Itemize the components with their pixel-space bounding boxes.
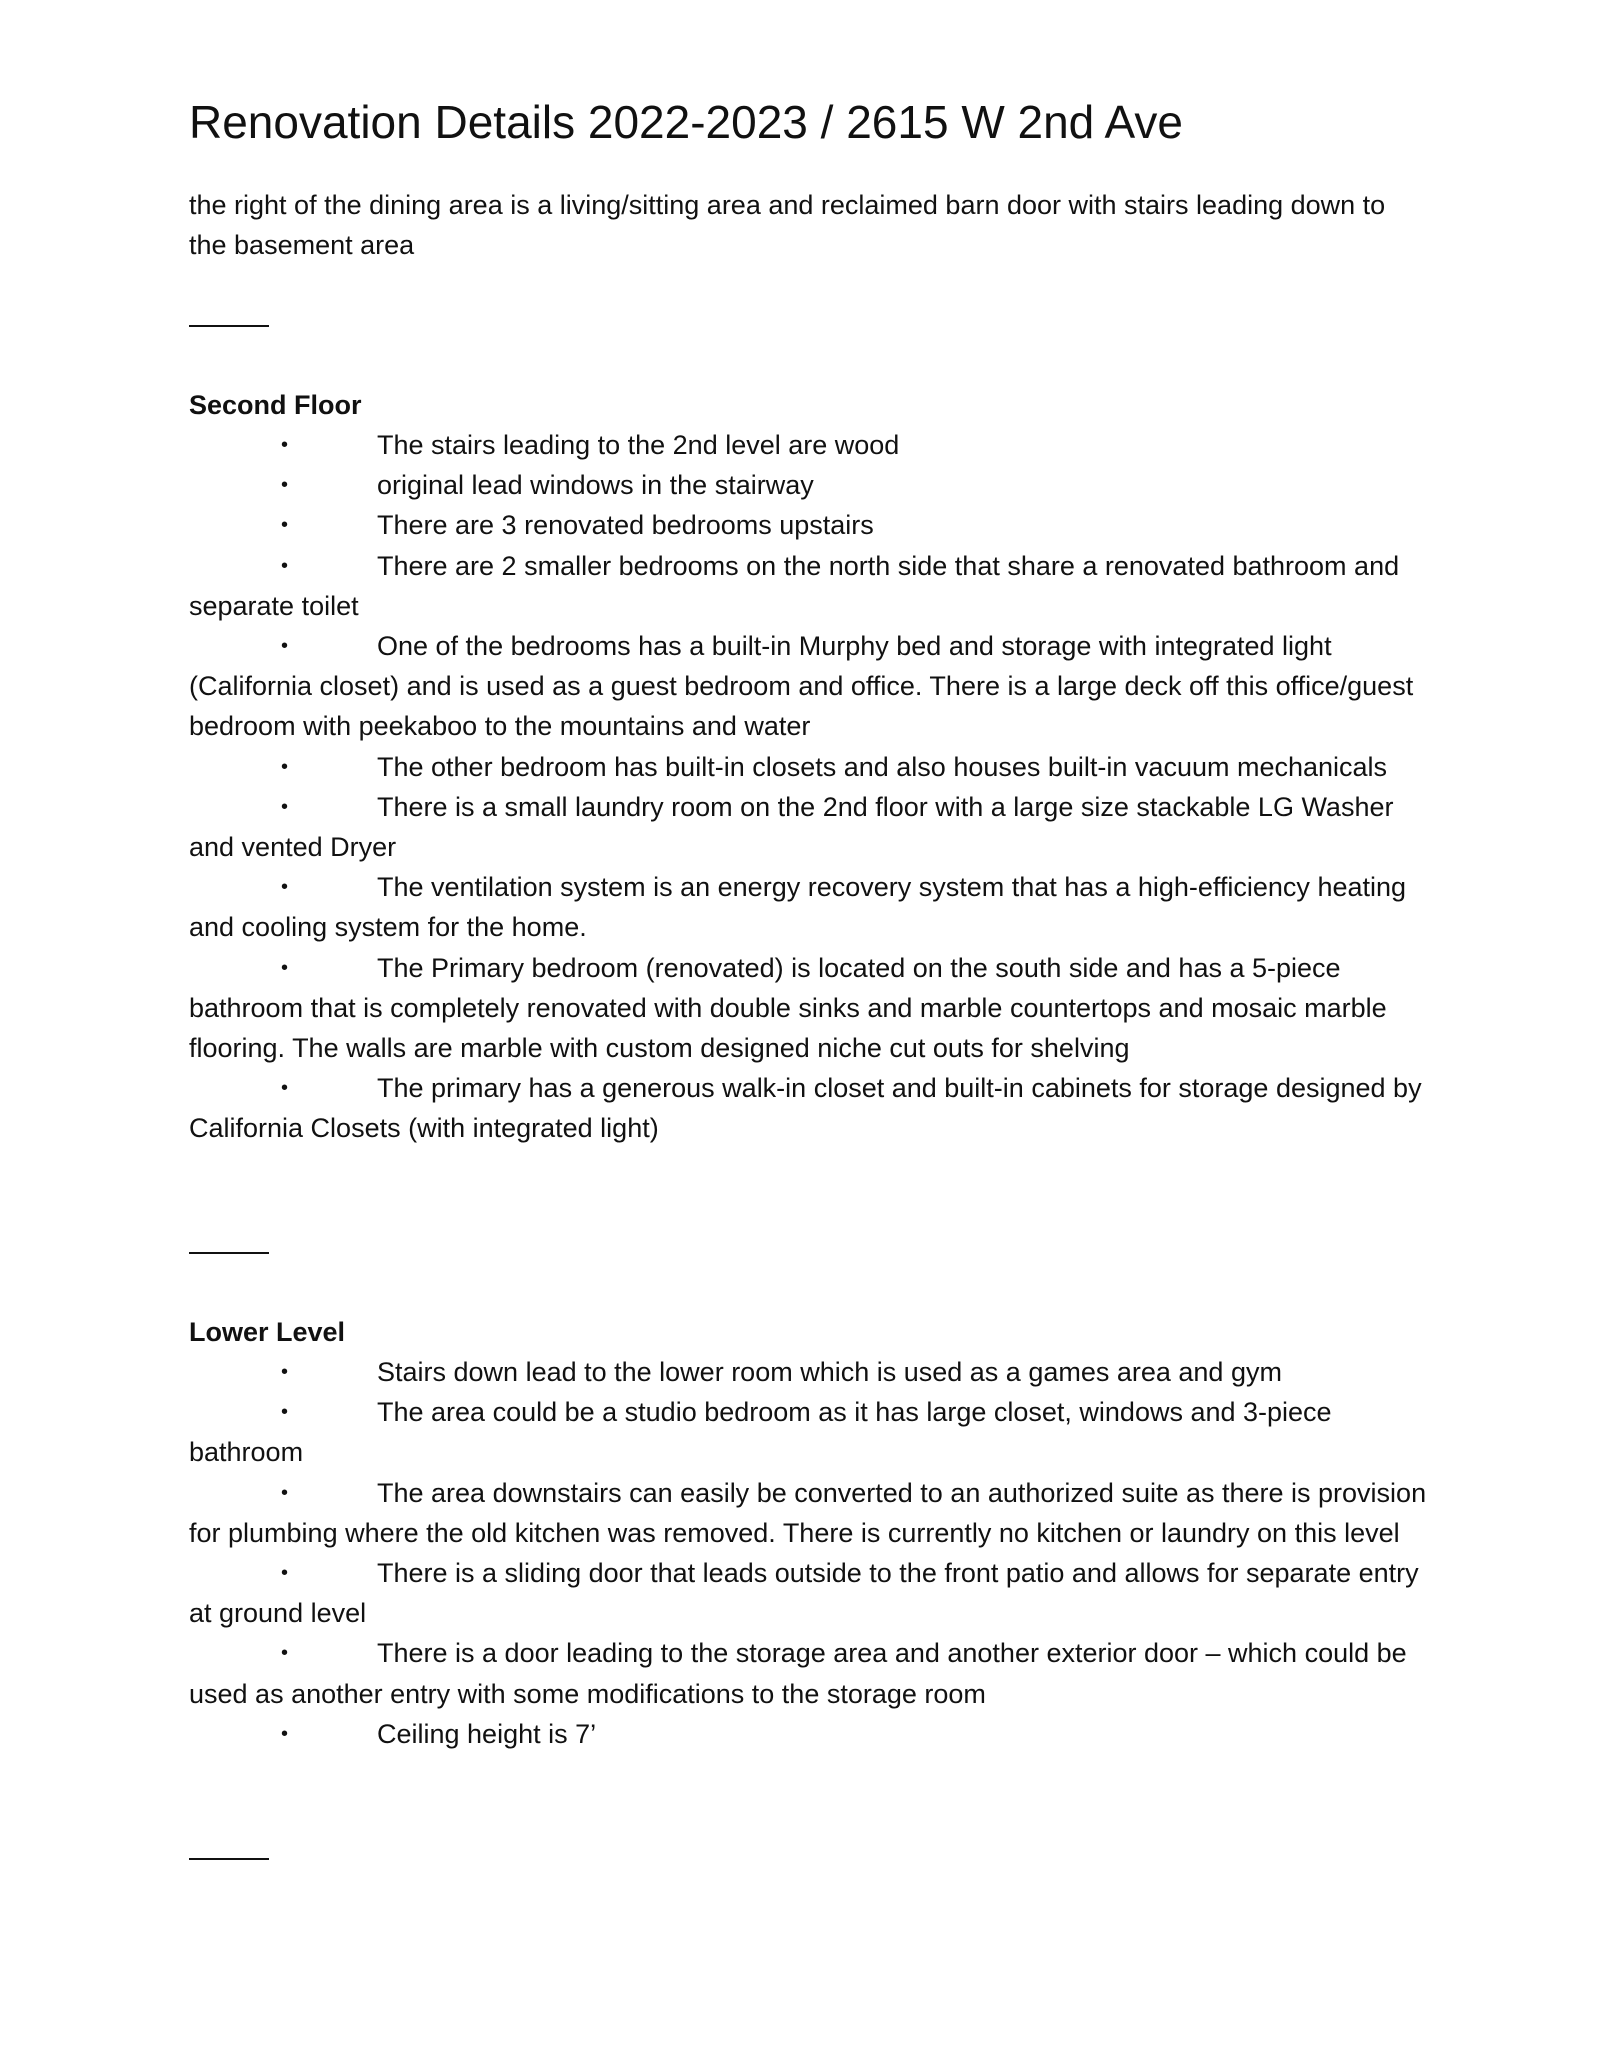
bullet-icon: • [281, 1481, 289, 1504]
list-item-text: The Primary bedroom (renovated) is located on the south side and has a 5-piece bathroom that is completely renovated with double sinks and marble countertops and mosaic marble flooring. The walls are marble with custom designed niche cut outs for shelving [189, 952, 1387, 1064]
list-item-text: One of the bedrooms has a built-in Murphy bed and storage with integrated light (California closet) and is used as a guest bedroom and office. There is a large deck off this office/guest bedroom with peekaboo to the mountains and water [189, 631, 1414, 742]
bullet-icon: • [281, 635, 289, 658]
list-item [189, 1553, 1429, 1633]
list-item-text: Ceiling height is 7’ [377, 1718, 597, 1749]
intro-paragraph: the right of the dining area is a living/sitting area and reclaimed barn door with stairs leading down to the basement area [189, 190, 1386, 261]
list-item-text: Stairs down lead to the lower room which is used as a games area and gym [377, 1357, 1282, 1387]
list-item [189, 546, 1429, 626]
list-item-text: There is a door leading to the storage area and another exterior door – which could be used as another entry with some modifications to the storage room [189, 1638, 1407, 1709]
list-item-text: The other bedroom has built-in closets and also houses built-in vacuum mechanicals [377, 751, 1388, 782]
bullet-icon: • [281, 434, 289, 456]
bullet-icon: • [281, 514, 289, 537]
bullet-icon: • [281, 1401, 289, 1424]
list-item [189, 1714, 1429, 1754]
bullet-icon: • [281, 876, 289, 899]
list-item [189, 787, 1429, 867]
list-item [189, 948, 1429, 1069]
bullet-icon: • [281, 1642, 289, 1665]
section-heading-lower-level: Lower Level [189, 1317, 346, 1347]
list-item-text: The ventilation system is an energy recovery system that has a high-efficiency heating and cooling system for the home. [189, 872, 1407, 943]
list-item [189, 465, 1429, 505]
bullet-icon: • [281, 1361, 289, 1383]
list-item [189, 747, 1429, 787]
list-item-text: There are 3 renovated bedrooms upstairs [377, 510, 874, 541]
bullet-icon: • [281, 1077, 289, 1100]
bullet-icon: • [281, 755, 289, 778]
list-item-text: The area downstairs can easily be converted to an authorized suite as there is provision for plumbing where the old kitchen was removed. There is currently no kitchen or laundry on this level [189, 1477, 1427, 1548]
list-item [189, 626, 1429, 747]
lower-level-list [189, 1352, 1429, 1754]
list-item-text: The stairs leading to the 2nd level are wood [377, 430, 900, 460]
list-item [189, 1352, 1429, 1392]
bullet-icon: • [281, 554, 289, 577]
section-divider [189, 1858, 269, 1860]
bullet-icon: • [281, 956, 289, 979]
bullet-icon: • [281, 1562, 289, 1585]
list-item [189, 1392, 1429, 1472]
list-item [189, 1473, 1429, 1553]
list-item-text: There are 2 smaller bedrooms on the north side that share a renovated bathroom and separate toilet [189, 550, 1400, 621]
list-item [189, 1068, 1429, 1148]
list-item-text: There is a small laundry room on the 2nd floor with a large size stackable LG Washer and vented Dryer [189, 791, 1394, 863]
list-item-text: The primary has a generous walk-in closet and built-in cabinets for storage designed by California Closets (with integrated light) [189, 1073, 1422, 1144]
list-item [189, 425, 1429, 465]
bullet-icon: • [281, 474, 289, 497]
list-item-text: original lead windows in the stairway [377, 470, 814, 501]
bullet-icon: • [281, 1722, 289, 1745]
section-divider [189, 1252, 269, 1254]
list-item-text: There is a sliding door that leads outside to the front patio and allows for separate entry at ground level [189, 1558, 1419, 1629]
document-title: Renovation Details 2022-2023 / 2615 W 2nd Ave [189, 96, 1183, 148]
section-heading-second-floor: Second Floor [189, 390, 362, 420]
bullet-icon: • [281, 795, 289, 818]
section-divider [189, 325, 269, 327]
second-floor-list [189, 425, 1429, 1149]
list-item-text: The area could be a studio bedroom as it has large closet, windows and 3-piece bathroom [189, 1397, 1332, 1468]
list-item [189, 1633, 1429, 1713]
list-item [189, 505, 1429, 545]
list-item [189, 867, 1429, 947]
